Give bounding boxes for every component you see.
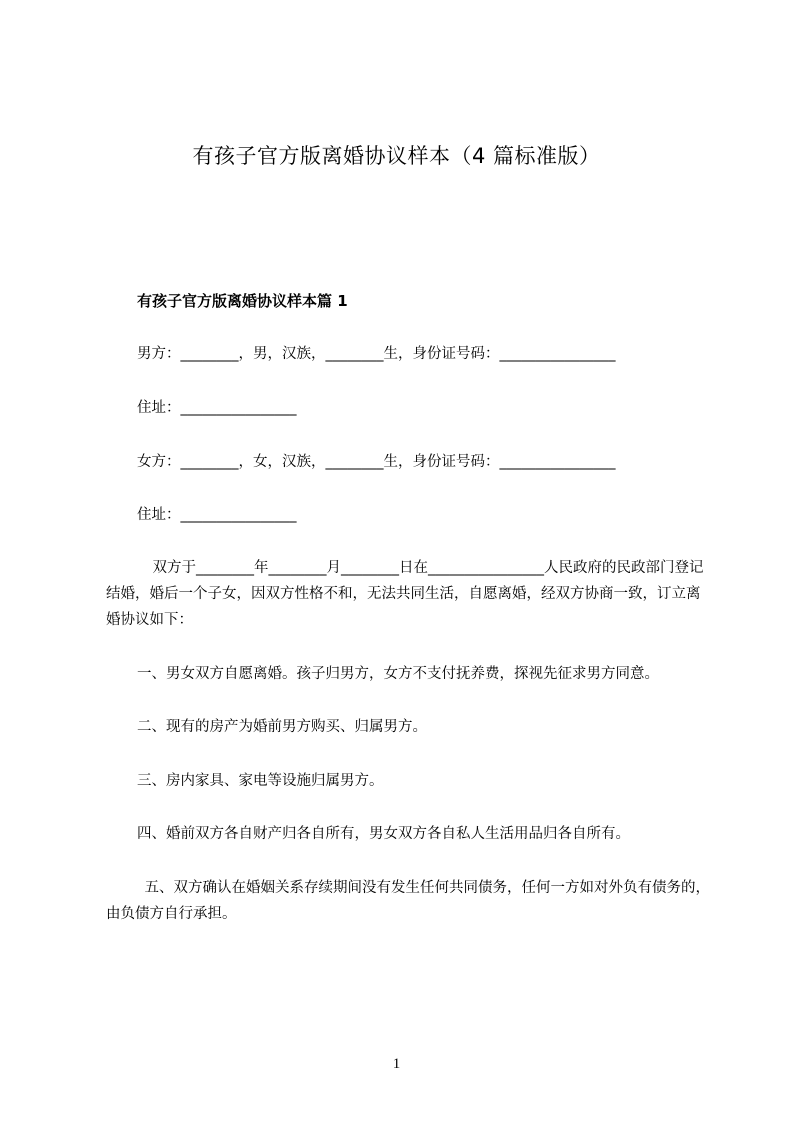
female-address-line: 住址：________________ (137, 507, 297, 523)
page-number: 1 (392, 1056, 401, 1072)
clause-2: 二、现有的房产为婚前男方购买、归属男方。 (137, 719, 427, 735)
intro-paragraph: 双方于________年________月________日在________________人民政府的民政部门登记结婚，婚后一个子女，因双方性格不和，无法共同生活，自愿离婚，经双方协商一致，订立离婚协议如下： (106, 560, 704, 628)
section-heading: 有孩子官方版离婚协议样本篇 1 (137, 292, 348, 310)
female-party-line: 女方：________，女，汉族，________生，身份证号码：________________ (137, 454, 616, 470)
clause-4: 四、婚前双方各自财产归各自所有，男女双方各自私人生活用品归各自所有。 (137, 826, 630, 842)
male-address-line: 住址：________________ (137, 400, 297, 416)
clause-3: 三、房内家具、家电等设施归属男方。 (137, 773, 384, 789)
clause-5: 五、双方确认在婚姻关系存续期间没有发生任何共同债务，任何一方如对外负有债务的，由负债方自行承担。 (106, 880, 710, 922)
male-party-line: 男方：________，男，汉族，________生，身份证号码：________________ (137, 346, 616, 362)
clause-1: 一、男女双方自愿离婚。孩子归男方，女方不支付抚养费，探视先征求男方同意。 (137, 666, 659, 682)
document-title: 有孩子官方版离婚协议样本（4 篇标准版） (192, 144, 601, 168)
